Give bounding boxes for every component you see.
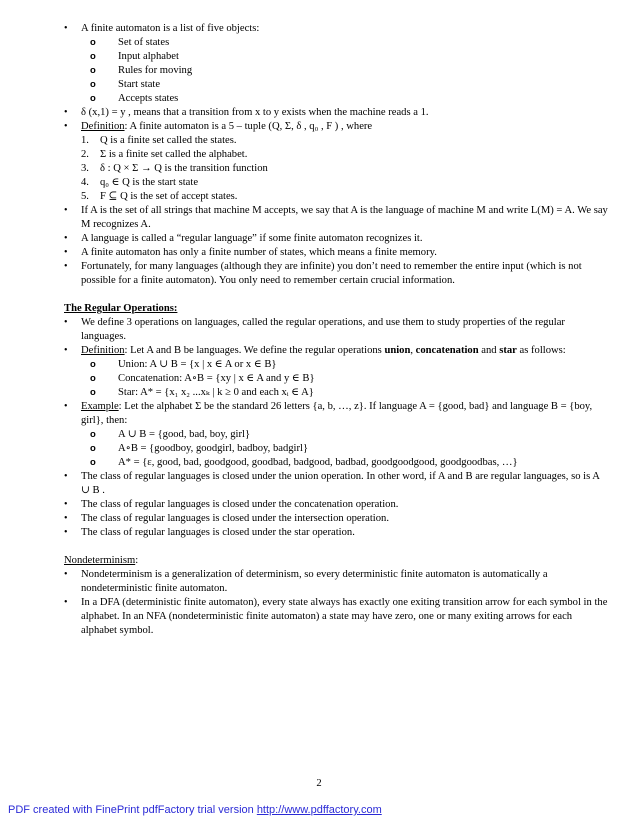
sublist-item: o Start state bbox=[90, 79, 161, 90]
bullet-icon: • bbox=[64, 499, 68, 510]
sublist-item: o Star: A* = {x₁ x₂ ...xₖ | k ≥ 0 and each xᵢ ∈ A} bbox=[90, 387, 314, 398]
sublist-item: o Accepts states bbox=[90, 93, 179, 104]
bullet-icon: • bbox=[64, 401, 68, 412]
operations-sublist bbox=[64, 358, 610, 400]
definition-label: Definition bbox=[81, 345, 125, 356]
sub-bullet-icon: o bbox=[90, 37, 96, 48]
example-sublist bbox=[64, 428, 610, 470]
bullet-definition-fa: • Definition: A finite automaton is a 5 – tuple (Q, Σ, δ , q₀ , F ) , where bbox=[64, 121, 373, 132]
bullet-icon: • bbox=[64, 597, 68, 608]
sub-bullet-icon: o bbox=[90, 93, 96, 104]
bullet-define-operations: • We define 3 operations on languages, called the regular operations, and use them to study properties of the regular languages. bbox=[64, 317, 565, 342]
sub-bullet-icon: o bbox=[90, 429, 96, 440]
bullet-example: • Example: Let the alphabet Σ be the standard 26 letters {a, b, …, z}. If language A = {good, bad} and language B = {boy, girl}, then: bbox=[64, 401, 593, 426]
definition-item: 5. F ⊆ Q is the set of accept states. bbox=[81, 191, 238, 202]
bullet-regular-language: • A language is called a “regular language” if some finite automaton recognizes it. bbox=[64, 233, 423, 244]
bullet-icon: • bbox=[64, 317, 68, 328]
pdffactory-link[interactable]: http://www.pdffactory.com bbox=[256, 804, 382, 816]
bullet-closed-star: • The class of regular languages is closed under the star operation. bbox=[64, 527, 355, 538]
bullet-delta-transition: • δ (x,1) = y , means that a transition from x to y exists when the machine reads a 1. bbox=[64, 107, 429, 118]
bullet-finite-automaton-objects: • A finite automaton is a list of five objects: bbox=[64, 23, 260, 34]
bullet-icon: • bbox=[64, 247, 68, 258]
sub-bullet-icon: o bbox=[90, 373, 96, 384]
bullet-closed-concatenation: • The class of regular languages is closed under the concatenation operation. bbox=[64, 499, 399, 510]
definition-numbered-list bbox=[64, 134, 610, 204]
sub-bullet-icon: o bbox=[90, 443, 96, 454]
bullet-icon: • bbox=[64, 569, 68, 580]
bullet-closed-intersection: • The class of regular languages is closed under the intersection operation. bbox=[64, 513, 389, 524]
bullet-language-of-machine: • If A is the set of all strings that machine M accepts, we say that A is the language of machine M and write L(M) = A. We say M recognizes A. bbox=[64, 205, 608, 230]
bullet-nondeterminism-generalization: • Nondeterminism is a generalization of determinism, so every deterministic finite automaton is automatically a nondeterministic finite automaton. bbox=[64, 569, 548, 594]
bullet-icon: • bbox=[64, 121, 68, 132]
sub-bullet-icon: o bbox=[90, 51, 96, 62]
bullet-icon: • bbox=[64, 261, 68, 272]
bullet-closed-union: • The class of regular languages is closed under the union operation. In other word, if A and B are regular languages, so is A ∪ B . bbox=[64, 471, 600, 496]
objects-sublist bbox=[64, 36, 610, 106]
bullet-icon: • bbox=[64, 527, 68, 538]
bullet-icon: • bbox=[64, 471, 68, 482]
definition-item: 1. Q is a finite set called the states. bbox=[81, 135, 237, 146]
sublist-item: o Set of states bbox=[90, 37, 170, 48]
sublist-item: o Union: A ∪ B = {x | x ∈ A or x ∈ B} bbox=[90, 359, 277, 370]
bullet-dfa-nfa: • In a DFA (deterministic finite automaton), every state always has exactly one exiting transition arrow for each symbol in the alphabet. In an NFA (nondeterministic finite automaton) a state may have zero, one or many exiting arrows for each alphabet symbol. bbox=[64, 597, 608, 636]
definition-item: 2. Σ is a finite set called the alphabet. bbox=[81, 149, 248, 160]
definition-item: 3. δ : Q × Σ → Q is the transition function bbox=[81, 163, 268, 174]
sub-bullet-icon: o bbox=[90, 457, 96, 468]
sublist-item: o Concatenation: A∘B = {xy | x ∈ A and y ∈ B} bbox=[90, 373, 315, 384]
page-number: 2 bbox=[316, 778, 322, 789]
sublist-item: o A* = {ε, good, bad, goodgood, goodbad, badgood, badbad, goodgoodgood, goodgoodbas, …} bbox=[90, 457, 518, 468]
sublist-item: o Input alphabet bbox=[90, 51, 179, 62]
bullet-fortunately: • Fortunately, for many languages (although they are infinite) you don’t need to remember the entire input (which is not possible for a finite automaton). You only need to remember certain crucial information. bbox=[64, 261, 582, 286]
regular-operations-heading: The Regular Operations: bbox=[64, 303, 178, 314]
nondeterminism-heading: Nondeterminism bbox=[64, 555, 136, 566]
sub-bullet-icon: o bbox=[90, 65, 96, 76]
sublist-item: o Rules for moving bbox=[90, 65, 193, 76]
bullet-icon: • bbox=[64, 233, 68, 244]
bullet-icon: • bbox=[64, 107, 68, 118]
sublist-item: o A ∪ B = {good, bad, boy, girl} bbox=[90, 429, 251, 440]
sub-bullet-icon: o bbox=[90, 387, 96, 398]
bullet-icon: • bbox=[64, 205, 68, 216]
sublist-item: o A∘B = {goodboy, goodgirl, badboy, badgirl} bbox=[90, 443, 309, 454]
definition-label: Definition bbox=[81, 121, 125, 132]
nondeterminism-heading-row: Nondeterminism: bbox=[64, 555, 139, 566]
sub-bullet-icon: o bbox=[90, 79, 96, 90]
definition-item: 4. q₀ ∈ Q is the start state bbox=[81, 177, 199, 188]
example-label: Example bbox=[81, 401, 119, 412]
bullet-icon: • bbox=[64, 23, 68, 34]
pdf-footer: PDF created with FinePrint pdfFactory trial version http://www.pdffactory.com bbox=[8, 804, 382, 816]
page-content bbox=[64, 22, 610, 638]
bullet-icon: • bbox=[64, 345, 68, 356]
sub-bullet-icon: o bbox=[90, 359, 96, 370]
bullet-finite-memory: • A finite automaton has only a finite number of states, which means a finite memory. bbox=[64, 247, 437, 258]
bullet-definition-operations: • Definition: Let A and B be languages. We define the regular operations union, concatenation and star as follows: bbox=[64, 345, 566, 356]
bullet-icon: • bbox=[64, 513, 68, 524]
